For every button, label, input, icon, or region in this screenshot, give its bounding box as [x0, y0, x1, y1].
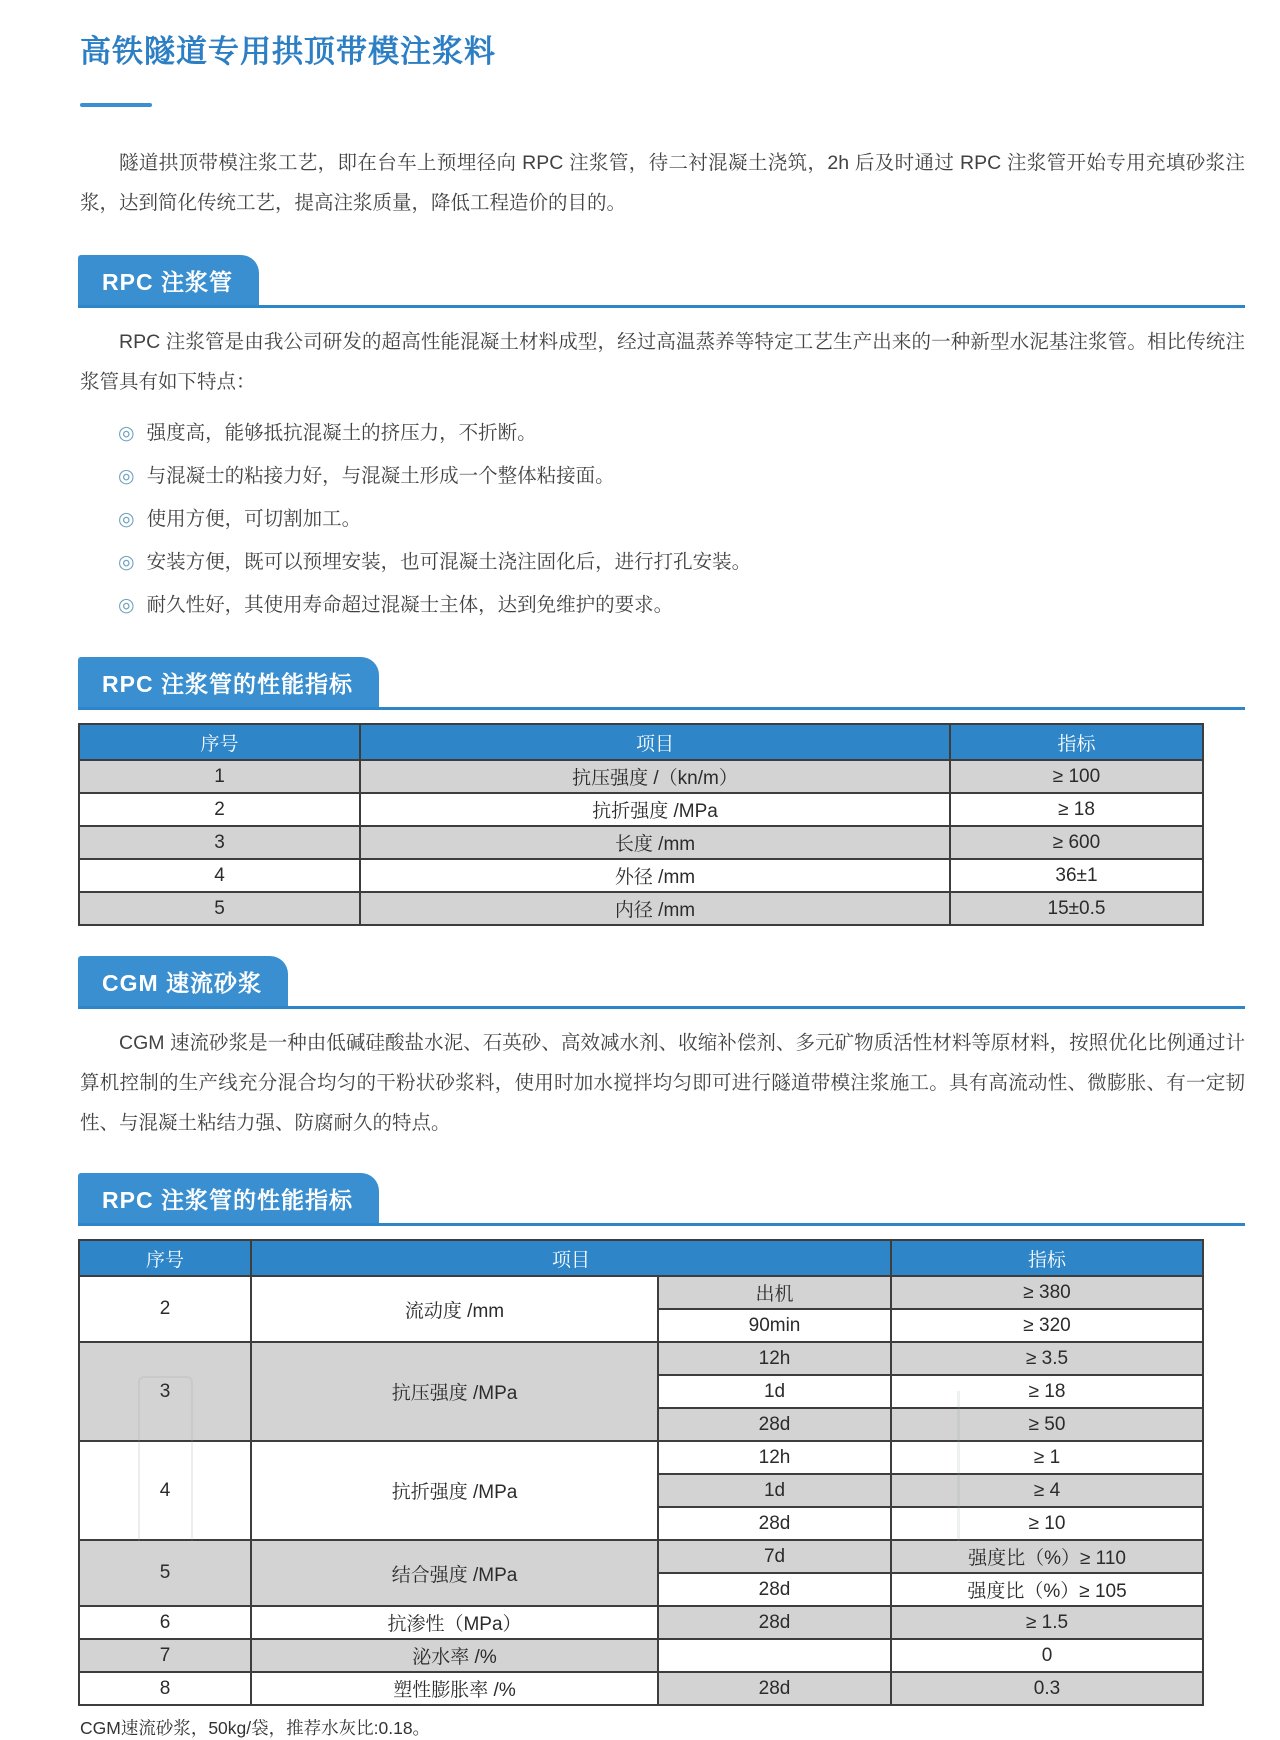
cell-item: 流动度 /mm [251, 1276, 658, 1342]
cell-item: 长度 /mm [360, 826, 950, 859]
section-tab-row-cgm [78, 956, 1245, 1009]
column-header-item: 项目 [251, 1240, 891, 1276]
cell-time: 出机 [658, 1276, 891, 1309]
rpc-pipe-spec-table [78, 723, 1204, 926]
cell-item: 外径 /mm [360, 859, 950, 892]
cell-value: 强度比（%）≥ 110 [891, 1540, 1203, 1573]
cell-value: 强度比（%）≥ 105 [891, 1573, 1203, 1606]
cell-value: ≥ 380 [891, 1276, 1203, 1309]
table-row [79, 793, 1203, 826]
cell-time: 90min [658, 1309, 891, 1342]
cell-no: 7 [79, 1639, 251, 1672]
bullseye-bullet-icon: ◎ [118, 509, 135, 530]
section-tab-rpc-specs: RPC 注浆管的性能指标 [78, 657, 379, 707]
page-title: 高铁隧道专用拱顶带模注浆料 [80, 34, 496, 69]
cell-item: 内径 /mm [360, 892, 950, 925]
list-item [118, 412, 1245, 455]
cell-time: 28d [658, 1507, 891, 1540]
cgm-paragraph: CGM 速流砂浆是一种由低碱硅酸盐水泥、石英砂、高效减水剂、收缩补偿剂、多元矿物质活性材料等原材料，按照优化比例通过计算机控制的生产线充分混合均匀的干粉状砂浆料，使用时加水搅拌均匀即可进行隧道带模注浆施工。具有高流动性、微膨胀、有一定韧性、与混凝土粘结力强、防腐耐久的特点。 [80, 1032, 1245, 1134]
section-tab-rpc-pipe: RPC 注浆管 [78, 255, 259, 305]
column-header-no: 序号 [79, 724, 360, 760]
section-tab-row-rpc-specs [78, 657, 1245, 710]
footnote: CGM速流砂浆，50kg/袋，推荐水灰比:0.18。 [80, 1718, 431, 1738]
cell-value: ≥ 1 [891, 1441, 1203, 1474]
cell-value: ≥ 50 [891, 1408, 1203, 1441]
rpc-pipe-feature-list [118, 412, 1245, 627]
table-row [79, 1276, 1203, 1309]
cell-time: 28d [658, 1408, 891, 1441]
cell-item: 抗折强度 /MPa [360, 793, 950, 826]
cell-no: 2 [79, 793, 360, 826]
table-row [79, 892, 1203, 925]
section-tab-row-rpc-pipe [78, 255, 1245, 308]
table-header-row [79, 724, 1203, 760]
cell-value: ≥ 600 [950, 826, 1203, 859]
cell-item: 泌水率 /% [251, 1639, 658, 1672]
cell-value: ≥ 4 [891, 1474, 1203, 1507]
cell-time: 1d [658, 1375, 891, 1408]
table-row [79, 1672, 1203, 1705]
cell-item: 塑性膨胀率 /% [251, 1672, 658, 1705]
cell-no: 4 [79, 859, 360, 892]
list-item-text: 强度高，能够抵抗混凝土的挤压力，不折断。 [146, 422, 537, 444]
cell-value: 0.3 [891, 1672, 1203, 1705]
section-tab-cgm-specs: RPC 注浆管的性能指标 [78, 1173, 379, 1223]
cell-no: 4 [79, 1441, 251, 1540]
column-header-index: 指标 [891, 1240, 1203, 1276]
list-item [118, 498, 1245, 541]
section-tab-row-cgm-specs [78, 1173, 1245, 1226]
cell-value: ≥ 320 [891, 1309, 1203, 1342]
cell-value: 0 [891, 1639, 1203, 1672]
cgm-mortar-spec-table [78, 1239, 1204, 1706]
cell-value: ≥ 100 [950, 760, 1203, 793]
title-underline [80, 103, 152, 107]
cell-time: 12h [658, 1441, 891, 1474]
cell-value: 15±0.5 [950, 892, 1203, 925]
table-row [79, 826, 1203, 859]
cell-no: 5 [79, 892, 360, 925]
cell-time: 28d [658, 1573, 891, 1606]
cell-no: 6 [79, 1606, 251, 1639]
cell-item: 抗渗性（MPa） [251, 1606, 658, 1639]
list-item-text: 使用方便，可切割加工。 [146, 508, 362, 530]
list-item-text: 安装方便，既可以预埋安装，也可混凝土浇注固化后，进行打孔安装。 [146, 551, 752, 573]
cell-no: 3 [79, 1342, 251, 1441]
list-item [118, 584, 1245, 627]
cell-item: 抗折强度 /MPa [251, 1441, 658, 1540]
cell-no: 8 [79, 1672, 251, 1705]
list-item [118, 455, 1245, 498]
bullseye-bullet-icon: ◎ [118, 466, 135, 487]
cell-item: 结合强度 /MPa [251, 1540, 658, 1606]
cell-no: 5 [79, 1540, 251, 1606]
table-row [79, 1441, 1203, 1474]
column-header-item: 项目 [360, 724, 950, 760]
table-row [79, 1540, 1203, 1573]
intro-paragraph: 隧道拱顶带模注浆工艺，即在台车上预埋径向 RPC 注浆管，待二衬混凝土浇筑，2h 后及时通过 RPC 注浆管开始专用充填砂浆注浆，达到简化传统工艺，提高注浆质量，降低工程造价的目的。 [80, 152, 1245, 214]
table-row [79, 760, 1203, 793]
table-row [79, 859, 1203, 892]
cell-no: 2 [79, 1276, 251, 1342]
cell-value: 36±1 [950, 859, 1203, 892]
column-header-index: 指标 [950, 724, 1203, 760]
table-row [79, 1342, 1203, 1375]
cell-time: 1d [658, 1474, 891, 1507]
list-item [118, 541, 1245, 584]
cell-time [658, 1639, 891, 1672]
list-item-text: 与混凝士的粘接力好，与混凝土形成一个整体粘接面。 [146, 465, 615, 487]
cell-time: 12h [658, 1342, 891, 1375]
cell-value: ≥ 3.5 [891, 1342, 1203, 1375]
cell-value: ≥ 18 [891, 1375, 1203, 1408]
list-item-text: 耐久性好，其使用寿命超过混凝士主体，达到免维护的要求。 [146, 594, 674, 616]
cell-time: 7d [658, 1540, 891, 1573]
cell-item: 抗压强度 /（kn/m） [360, 760, 950, 793]
bullseye-bullet-icon: ◎ [118, 423, 135, 444]
bullseye-bullet-icon: ◎ [118, 552, 135, 573]
table-header-row [79, 1240, 1203, 1276]
table-row [79, 1606, 1203, 1639]
cell-time: 28d [658, 1672, 891, 1705]
bullseye-bullet-icon: ◎ [118, 595, 135, 616]
cell-time: 28d [658, 1606, 891, 1639]
section-tab-cgm: CGM 速流砂浆 [78, 956, 288, 1006]
cell-value: ≥ 18 [950, 793, 1203, 826]
cell-item: 抗压强度 /MPa [251, 1342, 658, 1441]
cell-no: 3 [79, 826, 360, 859]
cell-no: 1 [79, 760, 360, 793]
rpc-pipe-paragraph: RPC 注浆管是由我公司研发的超高性能混凝土材料成型，经过高温蒸养等特定工艺生产出来的一种新型水泥基注浆管。相比传统注浆管具有如下特点： [80, 331, 1245, 393]
cell-value: ≥ 1.5 [891, 1606, 1203, 1639]
column-header-no: 序号 [79, 1240, 251, 1276]
table-row [79, 1639, 1203, 1672]
cell-value: ≥ 10 [891, 1507, 1203, 1540]
